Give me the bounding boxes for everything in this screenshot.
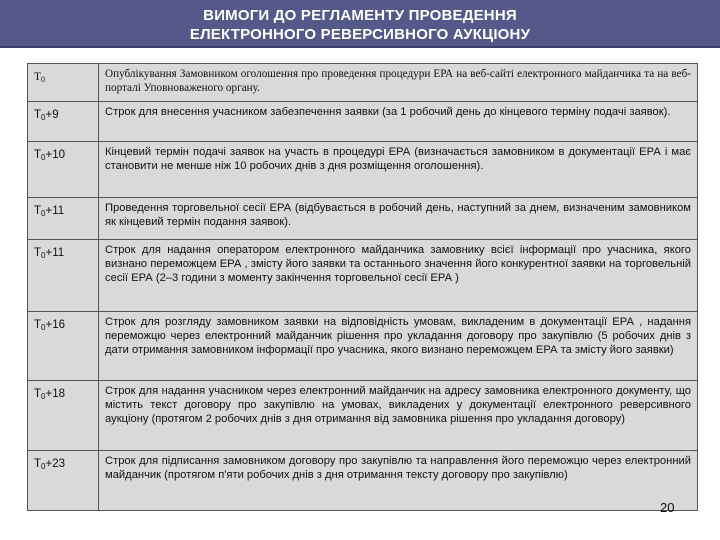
regulation-table <box>27 63 698 511</box>
term-code <box>28 240 99 312</box>
term-code <box>28 451 99 511</box>
term-sub: 0 <box>41 75 46 84</box>
term-offset: +18 <box>45 388 65 400</box>
term-sub: 0 <box>41 462 46 471</box>
page-title-line-2: ЕЛЕКТРОННОГО РЕВЕРСИВНОГО АУКЦІОНУ <box>189 26 531 43</box>
term-offset: +11 <box>45 205 65 217</box>
title-band <box>0 0 720 48</box>
page-title <box>0 0 720 44</box>
term-description: Строк для підписання замовником договору про закупівлю та направлення його переможцю через електронний майданчик (протягом п'яти робочих днів з дня отримання тексту договору про закупівлю) <box>99 451 698 511</box>
term-base: Т <box>34 109 42 121</box>
term-description: Строк для надання оператором електронного майданчика замовнику всієї інформації про учасника, якого визнано переможцем ЕРА , змісту його заявки та останнього значення його конкурентної заявки на торговельній сесії ЕРА (2–3 години з моменту закінчення торговельної сесії ЕРА ) <box>99 240 698 312</box>
term-code <box>28 312 99 381</box>
term-description: Строк для надання учасником через електронний майданчик на адресу замовника електронного документу, що містить текст договору про закупівлю на умовах, викладених у документації електронного реверсивного аукціону (протягом 2 робочих днів з дня отримання від замовника рішення про укладання договору) <box>99 381 698 451</box>
term-description: Строк для внесення учасником забезпечення заявки (за 1 робочий день до кінцевого терміну подачі заявок). <box>99 102 698 142</box>
term-sub: 0 <box>41 323 46 332</box>
term-description: Опублікування Замовником оголошення про проведення процедури ЕРА на веб-сайті електронного майданчика та на веб-порталі Уповноваженого органу. <box>99 64 698 102</box>
table-row <box>28 381 698 451</box>
table-row <box>28 451 698 511</box>
page-title-line-1: ВИМОГИ ДО РЕГЛАМЕНТУ ПРОВЕДЕННЯ <box>203 7 517 24</box>
table-row <box>28 312 698 381</box>
table-row <box>28 142 698 198</box>
term-base: Т <box>34 388 42 400</box>
table-row <box>28 64 698 102</box>
term-code <box>28 64 99 102</box>
term-base: Т <box>34 319 42 331</box>
term-base: Т <box>34 458 42 470</box>
term-sub: 0 <box>41 113 46 122</box>
term-base: Т <box>34 71 42 83</box>
term-offset: +9 <box>45 109 59 121</box>
term-code <box>28 102 99 142</box>
table-row <box>28 198 698 240</box>
table-row <box>28 240 698 312</box>
term-description: Строк для розгляду замовником заявки на відповідність умовам, викладеним в документації ЕРА , надання переможцю через електронний майданчик рішення про укладання договору про закупівлю (5 робочих днів з дати отримання замовником інформації про учасника, якого визнано переможцем ЕРА та змісту його заявки) <box>99 312 698 381</box>
term-code <box>28 198 99 240</box>
term-code <box>28 381 99 451</box>
term-base: Т <box>34 205 42 217</box>
term-code <box>28 142 99 198</box>
term-offset: +16 <box>45 319 65 331</box>
term-description: Кінцевий термін подачі заявок на участь в процедурі ЕРА (визначається замовником в документації ЕРА і має становити не менше ніж 10 робочих днів з дня розміщення оголошення). <box>99 142 698 198</box>
term-sub: 0 <box>41 209 46 218</box>
term-offset: +11 <box>45 247 65 259</box>
page-number: 20 <box>660 500 675 515</box>
term-description: Проведення торговельної сесії ЕРА (відбувається в робочий день, наступний за днем, визначеним замовником як кінцевий термін подання заявок). <box>99 198 698 240</box>
term-sub: 0 <box>41 153 46 162</box>
term-base: Т <box>34 149 42 161</box>
term-sub: 0 <box>41 251 46 260</box>
term-base: Т <box>34 247 42 259</box>
table-row <box>28 102 698 142</box>
term-offset: +23 <box>45 458 65 470</box>
term-offset: +10 <box>45 149 65 161</box>
term-sub: 0 <box>41 392 46 401</box>
